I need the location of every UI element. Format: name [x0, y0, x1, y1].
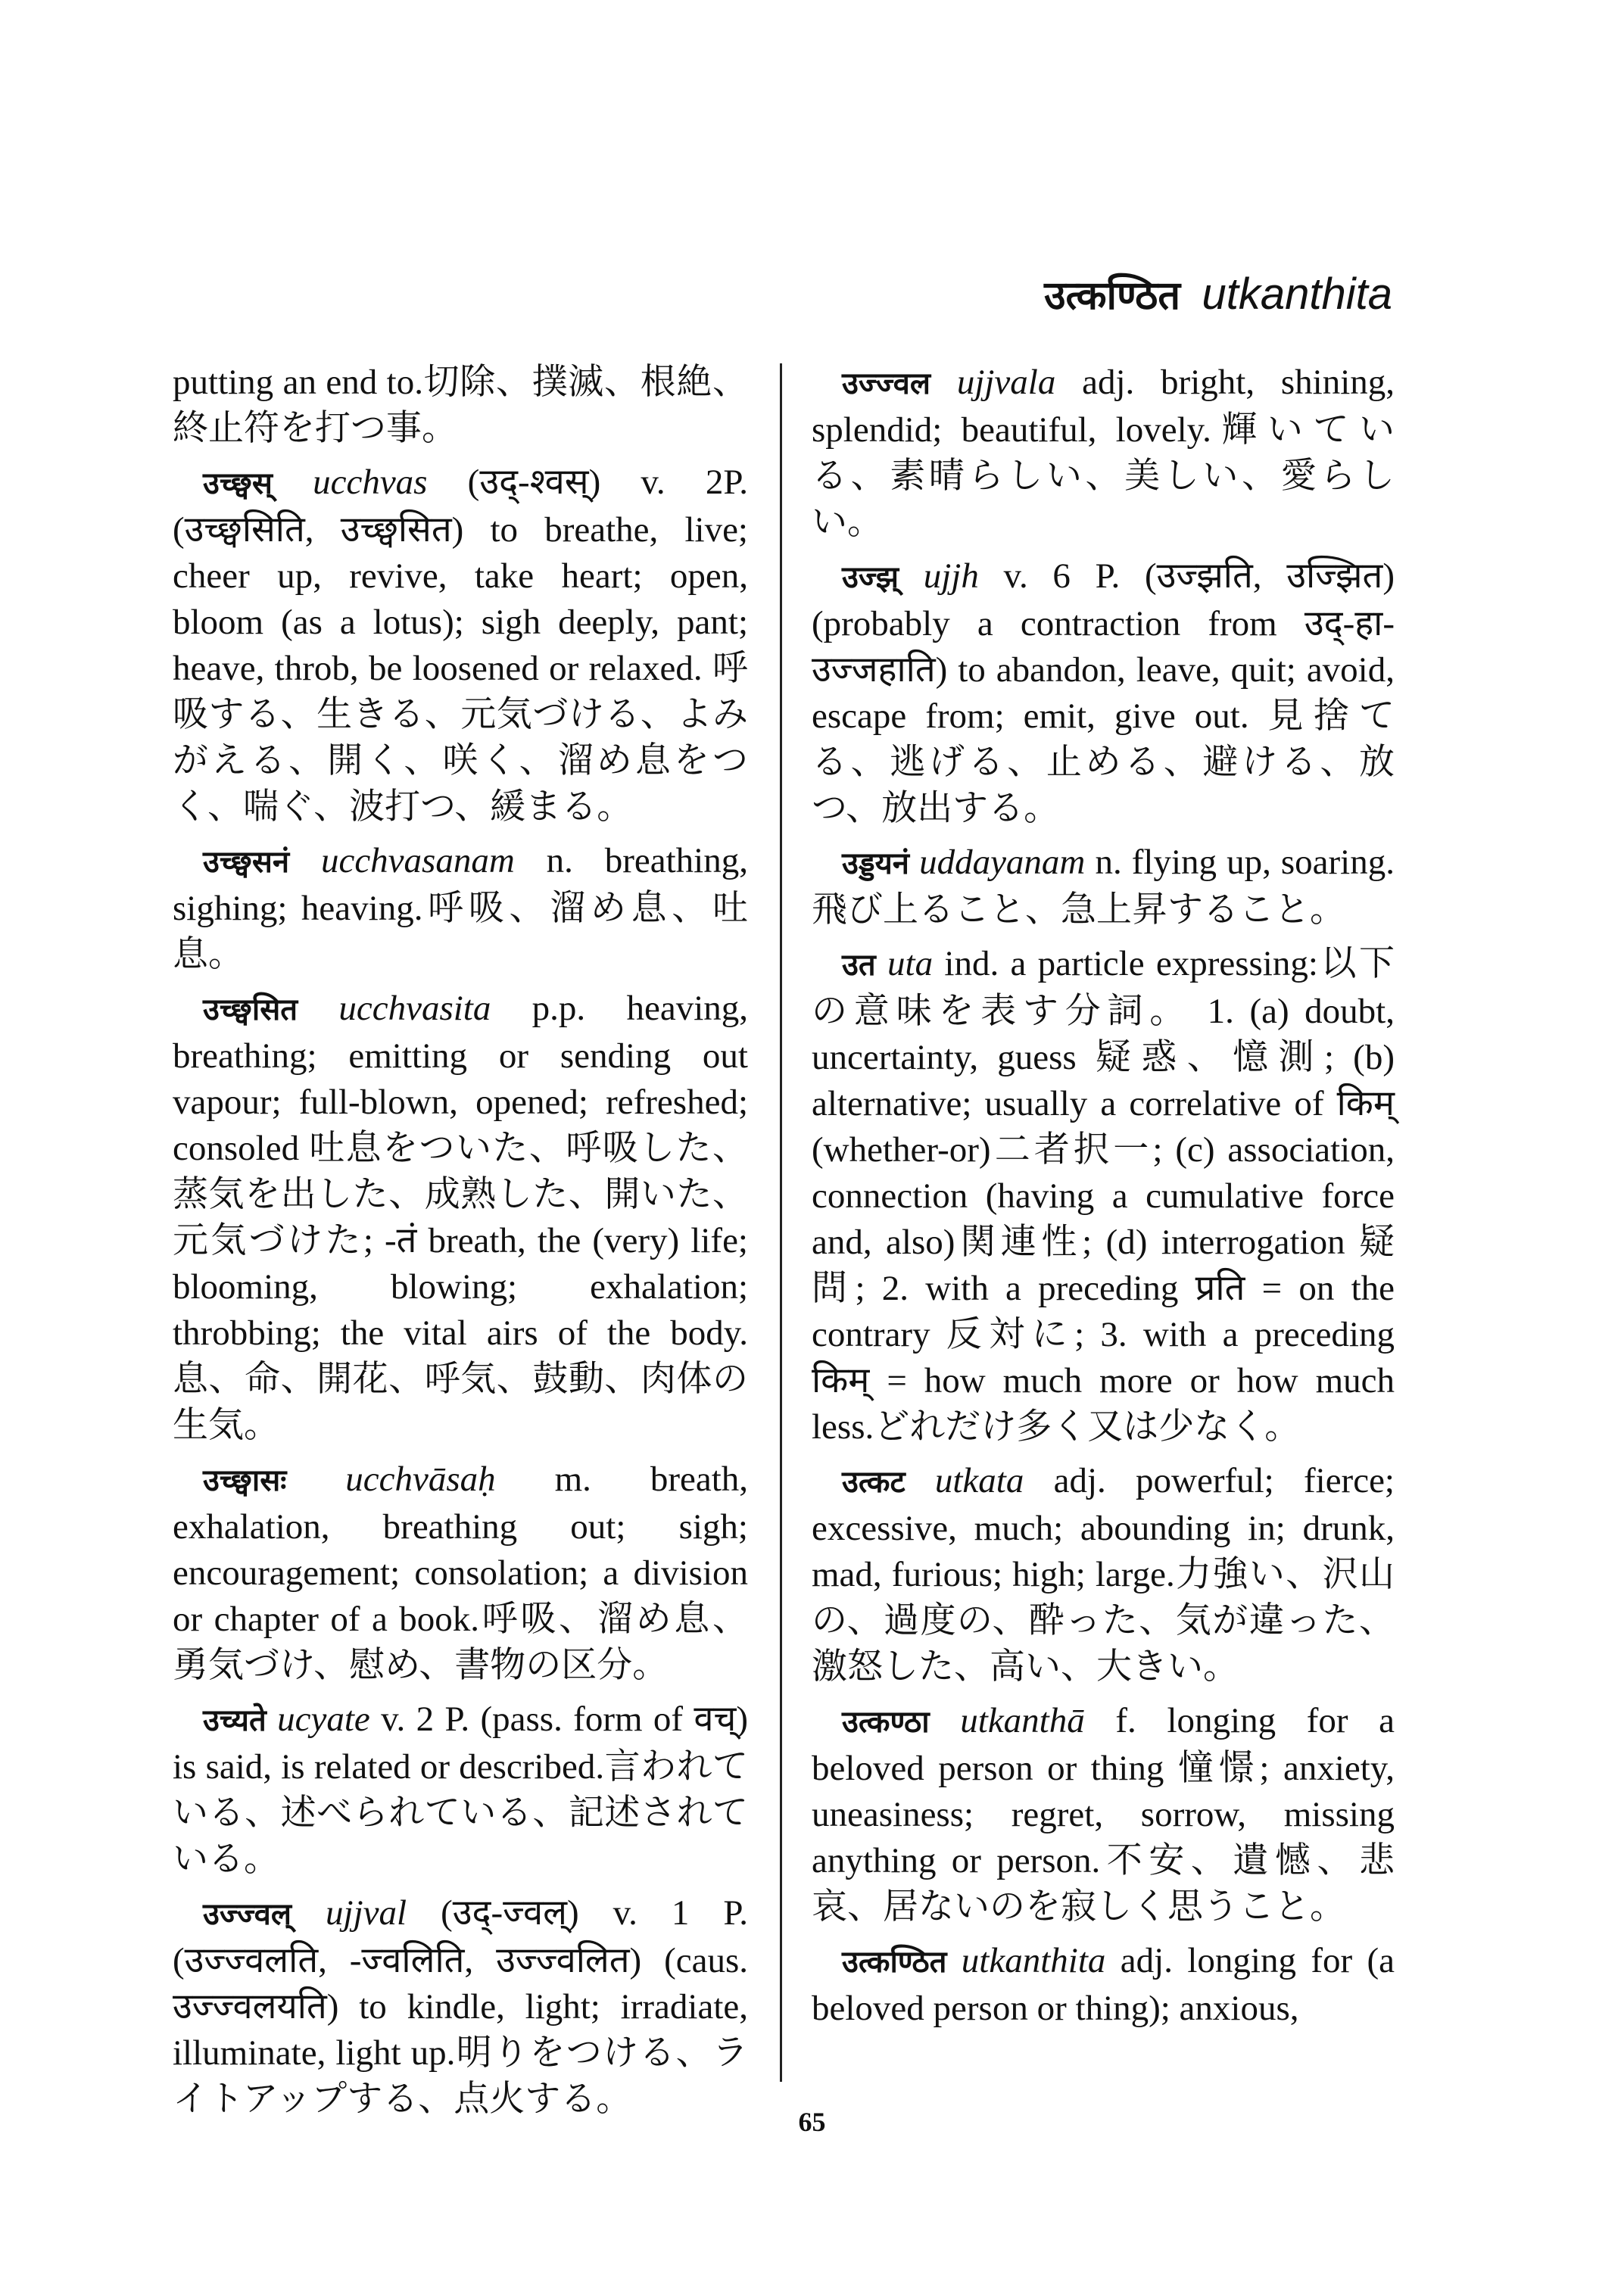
right-column — [812, 360, 1395, 2039]
dictionary-entry — [173, 460, 748, 830]
headword-transliteration: ucchvasita — [338, 989, 491, 1028]
headword-transliteration: uta — [887, 944, 934, 983]
dictionary-entry — [173, 360, 748, 452]
headword-devanagari: उज्ज्वल — [842, 366, 931, 401]
headword-transliteration: utkata — [934, 1461, 1024, 1500]
headword-devanagari: उच्छ्वसनं — [203, 845, 290, 880]
headword-devanagari: उत्कण्ठित — [842, 1945, 947, 1980]
headword-transliteration: ujjh — [923, 556, 979, 596]
entry-definition: p.p. heaving, breathing; emitting or sending out vapour; full-blown, opened; refreshed; consoled 吐息をついた、呼吸した、蒸気を出した、成熟した、開いた、元気づけた; -तं breath, the (very) life; blooming, blowing; exhalation; throbbing; the vital airs of the body.息、命、開花、呼気、鼓動、肉体の生気。 — [173, 989, 749, 1445]
dictionary-entry — [173, 838, 748, 978]
entry-definition: putting an end to.切除、撲滅、根絶、終止符を打つ事。 — [173, 363, 748, 448]
entry-definition: adj. powerful; fierce; excessive, much; abounding in; drunk, mad, furious; high; large.力強い、沢山の、過度の、酔った、気が違った、激怒した、高い、大きい。 — [812, 1461, 1395, 1687]
dictionary-entry — [812, 1938, 1395, 2032]
headword-transliteration: uddayanam — [919, 843, 1086, 882]
dictionary-entry — [812, 360, 1395, 546]
page-number: 65 — [798, 2107, 826, 2137]
dictionary-entry — [812, 1698, 1395, 1930]
headword-transliteration: ujjval — [326, 1893, 407, 1933]
headword-transliteration: utkanthā — [960, 1701, 1085, 1740]
headword-devanagari: उत्कट — [842, 1465, 906, 1500]
dictionary-entry — [173, 986, 748, 1449]
headword-transliteration: utkanthita — [961, 1941, 1106, 1980]
entry-definition: v. 2 P. (pass. form of वच्) is said, is related or described.言われている、述べられている、記述されている。 — [173, 1699, 748, 1879]
headword-transliteration: ujjvala — [956, 363, 1056, 402]
header-devanagari: उत्कण्ठित — [1044, 273, 1180, 319]
headword-transliteration: ucchvas — [313, 463, 428, 502]
headword-devanagari: उत्कण्ठा — [842, 1705, 930, 1740]
headword-transliteration: ucyate — [277, 1699, 370, 1739]
headword-transliteration: ucchvāsaḥ — [345, 1460, 496, 1499]
entry-definition: adj. bright, shining, splendid; beautiful, lovely.輝いている、素晴らしい、美しい、愛らしい。 — [812, 363, 1395, 542]
dictionary-entry — [173, 1890, 748, 2123]
headword-devanagari: उच्छ्वासः — [203, 1463, 287, 1498]
dictionary-entry — [812, 840, 1395, 933]
dictionary-entry — [173, 1456, 748, 1689]
headword-devanagari: उच्यते — [203, 1703, 267, 1738]
running-header — [1044, 269, 1392, 319]
headword-devanagari: उच्छ्वसित — [203, 992, 298, 1027]
left-column — [173, 360, 748, 2130]
headword-devanagari: उड्डयनं — [842, 846, 909, 881]
dictionary-entry — [812, 553, 1395, 832]
entry-definition: adj. longing for (a beloved person or thing); anxious, — [812, 1941, 1395, 2028]
dictionary-entry — [173, 1696, 748, 1883]
entry-definition: n. breathing, sighing; heaving.呼吸、溜め息、吐息。 — [173, 841, 748, 974]
headword-transliteration: ucchvasanam — [320, 841, 515, 880]
entry-definition: n. flying up, soaring.飛び上ること、急上昇すること。 — [812, 843, 1395, 930]
headword-devanagari: उच्छ्वस् — [203, 466, 273, 501]
entry-definition: v. 6 P. (उज्झति, उज्झित) (probably a contraction from उद्-हा- उज्जहाति) to abandon, leave, quit; avoid, escape from; emit, give out. 見捨てる、逃げる、止める、避ける、放つ、放出する。 — [812, 556, 1395, 828]
headword-devanagari: उज्ज्वल् — [203, 1897, 292, 1932]
dictionary-entry — [812, 1458, 1395, 1690]
column-divider — [780, 363, 782, 2082]
entry-definition: ind. a particle expressing:以下の意味を表す分詞。 1. (a) doubt, uncertainty, guess 疑惑、憶測; (b) alternative; usually a correlative of किम् (whether-or)二者択一; (c) association, connection (having a cumulative force and, also)関連性; (d) interrogation 疑問; 2. with a preceding प्रति = on the contrary 反対に; 3. with a preceding किम् = how much more or how much less.どれだけ多く又は少なく。 — [812, 944, 1395, 1447]
headword-devanagari: उज्झ् — [842, 560, 899, 595]
headword-devanagari: उत — [842, 948, 876, 983]
entry-definition: m. breath, exhalation, breathing out; sigh; encouragement; consolation; a division or chapter of a book.呼吸、溜め息、勇気づけ、慰め、書物の区分。 — [173, 1460, 748, 1685]
header-roman: utkanthita — [1202, 269, 1392, 319]
entry-definition: (उद्-ज्वल्) v. 1 P. (उज्ज्वलति, -ज्वलिति, उज्ज्वलित) (caus. उज्ज्वलयति) to kindle, light; irradiate, illuminate, light up.明りをつける、ライトアップする、点火する。 — [173, 1893, 749, 2119]
entry-definition: (उद्-श्वस्) v. 2P. (उच्छ्वसिति, उच्छ्वसित) to breathe, live; cheer up, revive, take heart; open, bloom (as a lotus); sigh deeply, pant; heave, throb, be loosened or relaxed. 呼吸する、生きる、元気づける、よみがえる、開く、咲く、溜め息をつく、喘ぐ、波打つ、緩まる。 — [173, 463, 748, 827]
entry-definition: f. longing for a beloved person or thing 憧憬; anxiety, uneasiness; regret, sorrow, missing anything or person.不安、遺憾、悲哀、居ないのを寂しく思うこと。 — [812, 1701, 1395, 1927]
dictionary-entry — [812, 941, 1395, 1450]
